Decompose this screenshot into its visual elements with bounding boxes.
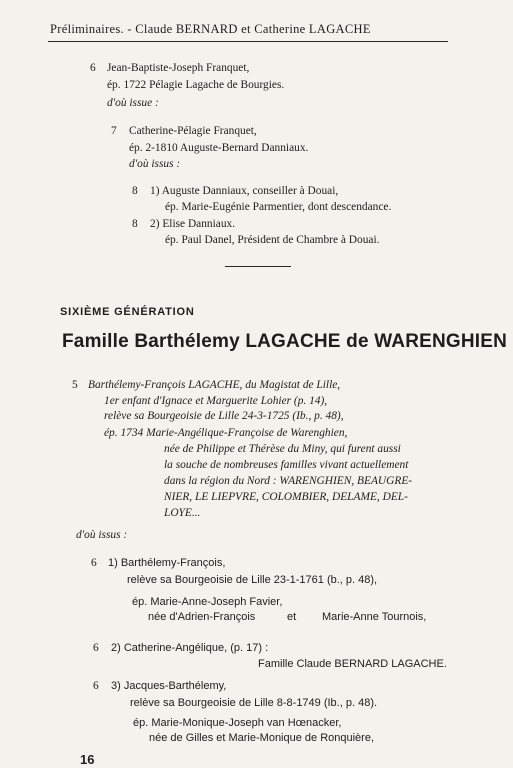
issue-label: d'où issue : [107,97,159,109]
generation-heading: SIXIÈME GÉNÉRATION [60,306,195,318]
entry-name: Jean-Baptiste-Joseph Franquet, [107,62,250,74]
child-line: ép. Marie-Anne-Joseph Favier, [132,596,283,608]
header-rule [48,41,448,42]
child-name: 1) Barthélemy-François, [108,557,226,569]
child-line: ép. Marie-Monique-Joseph van Hœnacker, [133,717,342,729]
generation-number: 6 [93,642,99,654]
main-line: 1er enfant d'Ignace et Marguerite Lohier (p. 14), [104,395,328,407]
child-name: 2) Catherine-Angélique, (p. 17) : [111,642,269,654]
family-title: Famille Barthélemy LAGACHE de WARENGHIEN [62,331,508,352]
generation-number: 8 [132,185,138,197]
running-header: Préliminaires. - Claude BERNARD et Catherine LAGACHE [50,22,371,36]
child-line: Marie-Anne Tournois, [322,611,427,623]
generation-number: 8 [132,218,138,230]
main-line: relève sa Bourgeoisie de Lille 24-3-1725 (Ib., p. 48), [104,410,344,422]
child-marriage: ép. Marie-Eugénie Parmentier, dont descendance. [165,201,392,213]
generation-number: 6 [91,557,97,569]
child-marriage: ép. Paul Danel, Président de Chambre à Douai. [165,234,380,246]
generation-number: 7 [111,125,117,137]
section-separator [225,266,291,267]
generation-number: 5 [72,379,78,391]
page-number: 16 [80,752,95,767]
main-line: Barthélemy-François LAGACHE, du Magistat de Lille, [88,379,341,391]
child-name: 1) Auguste Danniaux, conseiller à Douai, [150,185,339,197]
child-line: relève sa Bourgeoisie de Lille 23-1-1761 (b., p. 48), [127,574,378,586]
generation-number: 6 [93,680,99,692]
child-line: née de Gilles et Marie-Monique de Ronquière, [149,732,375,744]
child-line: relève sa Bourgeoisie de Lille 8-8-1749 (Ib., p. 48). [130,697,378,709]
generation-number: 6 [90,62,96,74]
child-line: Famille Claude BERNARD LAGACHE. [258,658,447,670]
entry-name: Catherine-Pélagie Franquet, [129,125,257,137]
main-line: la souche de nombreuses familles vivant actuellement [164,459,409,471]
child-line: et [287,611,297,623]
main-line: ép. 1734 Marie-Angélique-Françoise de Warenghien, [104,427,348,439]
child-line: née d'Adrien-François [148,611,256,623]
issue-label: d'où issus : [129,158,181,170]
main-line: NIER, LE LIEPVRE, COLOMBIER, DELAME, DEL- [164,491,408,503]
issue-label: d'où issus : [76,529,128,541]
entry-marriage: ép. 1722 Pélagie Lagache de Bourgies. [107,79,285,91]
main-line: LOYE... [164,507,201,519]
child-name: 2) Elise Danniaux. [150,218,236,230]
main-line: née de Philippe et Thérèse du Miny, qui furent aussi [164,443,401,455]
main-line: dans la région du Nord : WARENGHIEN, BEAUGRE- [164,475,413,487]
child-name: 3) Jacques-Barthélemy, [111,680,227,692]
entry-marriage: ép. 2-1810 Auguste-Bernard Danniaux. [129,142,309,154]
